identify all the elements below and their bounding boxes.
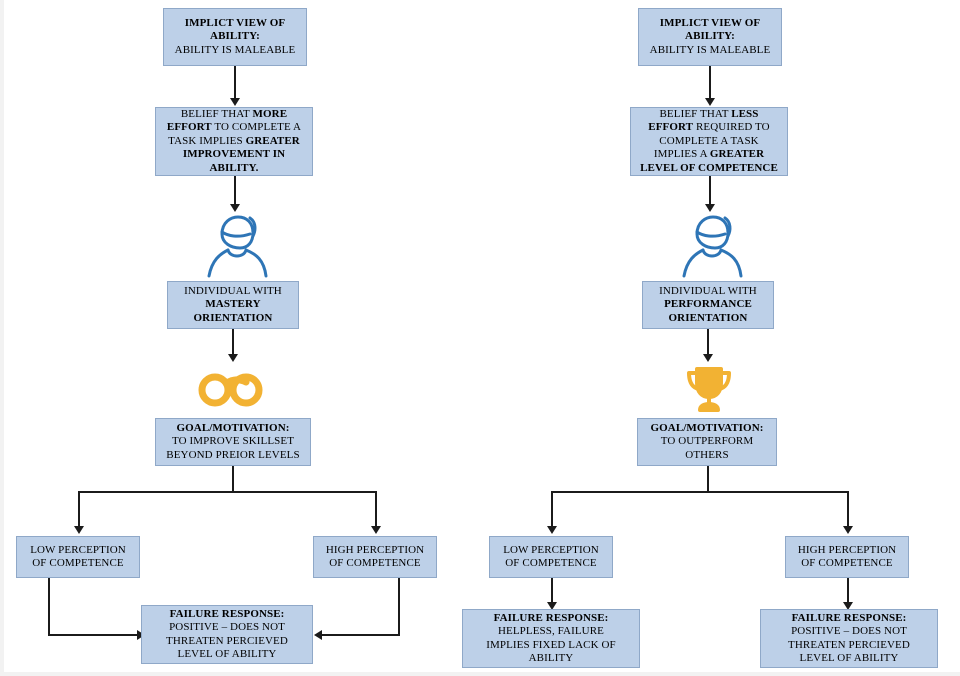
node-goal-left [155, 418, 311, 466]
arrow-head [230, 204, 240, 212]
connector-line [709, 66, 711, 100]
arrow-head [705, 98, 715, 106]
node-goal-right [637, 418, 777, 466]
node-belief-right [630, 107, 788, 176]
node-text: INDIVIDUAL WITH MASTERY ORIENTATION [184, 284, 282, 324]
node-implicit-view-right [638, 8, 782, 66]
node-text: FAILURE RESPONSE: HELPLESS, FAILURE IMPLIES FIXED LACK OF ABILITY [486, 611, 616, 664]
node-individual-left [167, 281, 299, 329]
node-text: IMPLICT VIEW OF ABILITY: ABILITY IS MALEABLE [649, 16, 771, 56]
connector-line [78, 491, 376, 493]
arrow-head [703, 354, 713, 362]
node-text: IMPLICT VIEW OF ABILITY: ABILITY IS MALEABLE [174, 16, 296, 56]
arrow-head [705, 204, 715, 212]
node-text: FAILURE RESPONSE: POSITIVE – DOES NOT THREATEN PERCIEVED LEVEL OF ABILITY [788, 611, 910, 664]
arrow-head [230, 98, 240, 106]
connector-line [398, 578, 400, 636]
node-high-perception-left [313, 536, 437, 578]
connector-line [707, 466, 709, 492]
arrow-head [843, 526, 853, 534]
node-failure-left [141, 605, 313, 664]
node-text: HIGH PERCEPTION OF COMPETENCE [325, 543, 425, 569]
trophy-icon [683, 364, 735, 414]
arrow-head [314, 630, 322, 640]
arrow-head [228, 354, 238, 362]
connector-line [48, 634, 140, 636]
node-failure-right-high [760, 609, 938, 668]
person-icon [198, 212, 272, 280]
node-text: GOAL/MOTIVATION: TO OUTPERFORM OTHERS [650, 421, 764, 461]
node-text: LOW PERCEPTION OF COMPETENCE [503, 543, 599, 569]
node-text: FAILURE RESPONSE: POSITIVE – DOES NOT THREATEN PERCIEVED LEVEL OF ABILITY [166, 607, 288, 660]
connector-line [375, 491, 377, 529]
node-high-perception-right [785, 536, 909, 578]
connector-line [847, 491, 849, 529]
node-individual-right [642, 281, 774, 329]
infinity-icon [196, 370, 268, 410]
bottom-edge-strip [0, 672, 960, 676]
connector-line [551, 491, 849, 493]
node-text: BELIEF THAT LESS EFFORT REQUIRED TO COMPLETE A TASK IMPLIES A GREATER LEVEL OF COMPETENCE [640, 107, 778, 174]
node-low-perception-left [16, 536, 140, 578]
left-edge-strip [0, 0, 4, 676]
node-low-perception-right [489, 536, 613, 578]
node-implicit-view-left [163, 8, 307, 66]
arrow-head [74, 526, 84, 534]
connector-line [551, 491, 553, 529]
node-belief-left [155, 107, 313, 176]
node-failure-right-low [462, 609, 640, 668]
connector-line [48, 578, 50, 636]
node-text: BELIEF THAT MORE EFFORT TO COMPLETE A TASK IMPLIES GREATER IMPROVEMENT IN ABILITY. [166, 107, 302, 174]
node-text: HIGH PERCEPTION OF COMPETENCE [797, 543, 897, 569]
arrow-head [371, 526, 381, 534]
node-text: GOAL/MOTIVATION: TO IMPROVE SKILLSET BEYOND PREIOR LEVELS [166, 421, 300, 461]
connector-line [707, 329, 709, 357]
connector-line [232, 466, 234, 492]
connector-line [232, 329, 234, 357]
node-text: LOW PERCEPTION OF COMPETENCE [30, 543, 126, 569]
connector-line [234, 66, 236, 100]
person-icon [673, 212, 747, 280]
arrow-head [547, 526, 557, 534]
connector-line [78, 491, 80, 529]
connector-line [322, 634, 400, 636]
node-text: INDIVIDUAL WITH PERFORMANCE ORIENTATION [659, 284, 757, 324]
